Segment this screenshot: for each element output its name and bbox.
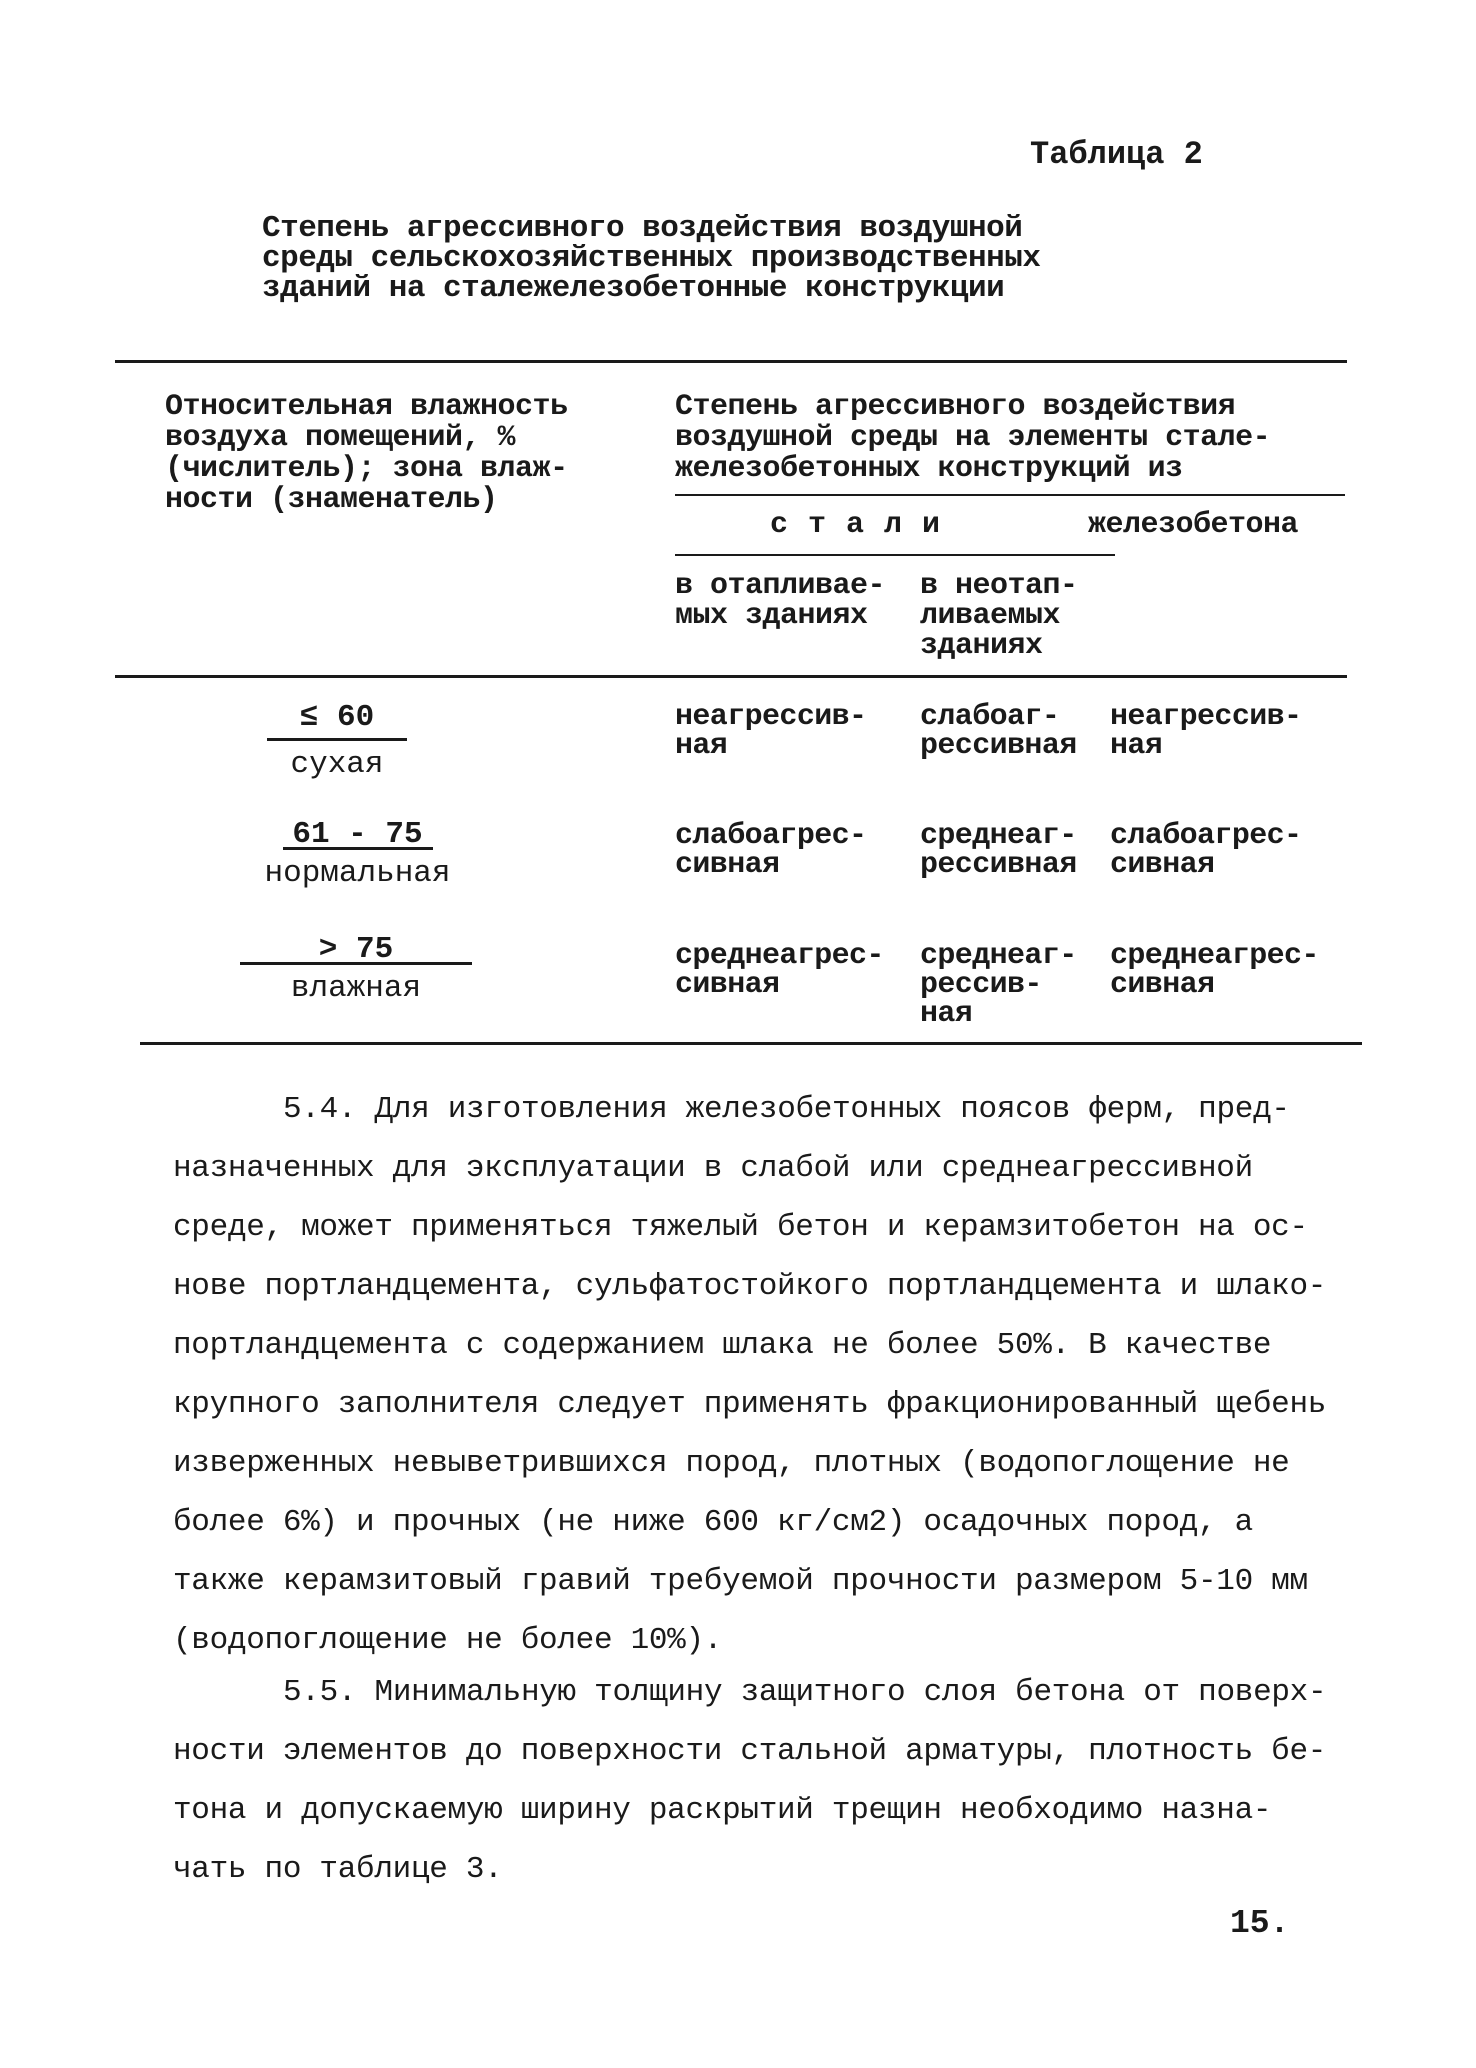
paragraph-line: ности элементов до поверхности стальной арматуры, плотность бе- (173, 1734, 1327, 1769)
humidity-fraction-dry (258, 700, 416, 783)
paragraph-5-5 (173, 1663, 1363, 1899)
humidity-value: 61 - 75 (292, 817, 423, 852)
paragraph-line: также керамзитовый гравий требуемой прочности размером 5-10 мм (173, 1564, 1308, 1599)
paragraph-line: (водопоглощение не более 10%). (173, 1623, 723, 1658)
paragraph-5-4 (173, 1080, 1363, 1670)
header-heated: в отапливае- мых зданиях (675, 569, 886, 633)
group-header-rule (675, 494, 1345, 496)
header-humidity: Относительная влажность воздуха помещений, % (числитель); зона влаж- ности (знаменатель) (165, 390, 568, 517)
paragraph-line (173, 1080, 1363, 1139)
fraction-bar (267, 738, 407, 741)
header-aggressiveness: Степень агрессивного воздействия воздушной среды на элементы стале- железобетонных конструкций из (675, 390, 1271, 486)
humidity-value: > 75 (318, 932, 394, 967)
cell-reinforced-concrete: слабоагрес- сивная (1110, 819, 1302, 882)
header-steel: с т а л и (770, 508, 942, 542)
cell-unheated: среднеаг- рессив- ная (920, 939, 1077, 1031)
header-reinforced-concrete: железобетона (1088, 508, 1299, 542)
cell-heated: среднеагрес- сивная (675, 939, 884, 1002)
humidity-value: ≤ 60 (299, 700, 375, 735)
paragraph-number: 5.4. (283, 1092, 357, 1127)
header-bottom-rule (115, 675, 1347, 678)
paragraph-line: более 6%) и прочных (не ниже 600 кг/см2) осадочных пород, а (173, 1505, 1253, 1540)
table-top-rule (115, 360, 1347, 363)
paragraph-line (173, 1663, 1363, 1722)
paragraph-line: тона и допускаемую ширину раскрытий трещин необходимо назна- (173, 1793, 1272, 1828)
humidity-zone: сухая (290, 747, 384, 782)
header-unheated: в неотап- ливаемых зданиях (920, 569, 1078, 663)
humidity-zone: нормальная (264, 856, 451, 891)
paragraph-line: назначенных для эксплуатации в слабой или среднеагрессивной (173, 1151, 1253, 1186)
cell-heated: слабоагрес- сивная (675, 819, 867, 882)
table-bottom-rule (140, 1042, 1362, 1045)
table-label: Таблица 2 (1030, 136, 1203, 173)
humidity-zone: влажная (290, 971, 422, 1006)
humidity-fraction-humid (240, 932, 472, 1007)
cell-reinforced-concrete: неагрессив- ная (1110, 700, 1302, 763)
table-caption: Степень агрессивного воздействия воздушной среды сельскохозяйственных производственных зданий на сталежелезобетонные конструкции (262, 211, 1041, 306)
cell-unheated: слабоаг- рессивная (920, 700, 1077, 763)
paragraph-line: изверженных невыветрившихся пород, плотных (водопоглощение не (173, 1446, 1290, 1481)
steel-header-rule (675, 554, 1115, 556)
humidity-fraction-normal (250, 817, 465, 892)
paragraph-line: портландцемента с содержанием шлака не более 50%. В качестве (173, 1328, 1272, 1363)
paragraph-line: крупного заполнителя следует применять фракционированный щебень (173, 1387, 1327, 1422)
cell-heated: неагрессив- ная (675, 700, 867, 763)
paragraph-line: нове портландцемента, сульфатостойкого портландцемента и шлако- (173, 1269, 1327, 1304)
paragraph-number: 5.5. (283, 1675, 357, 1710)
paragraph-text: Минимальную толщину защитного слоя бетона от поверх- (374, 1675, 1327, 1710)
cell-reinforced-concrete: среднеагрес- сивная (1110, 939, 1319, 1002)
page-number: 15. (1230, 1905, 1290, 1942)
paragraph-text: Для изготовления железобетонных поясов ферм, пред- (374, 1092, 1290, 1127)
paragraph-line: среде, может применяться тяжелый бетон и керамзитобетон на ос- (173, 1210, 1308, 1245)
cell-unheated: среднеаг- рессивная (920, 819, 1077, 882)
paragraph-line: чать по таблице 3. (173, 1852, 503, 1887)
